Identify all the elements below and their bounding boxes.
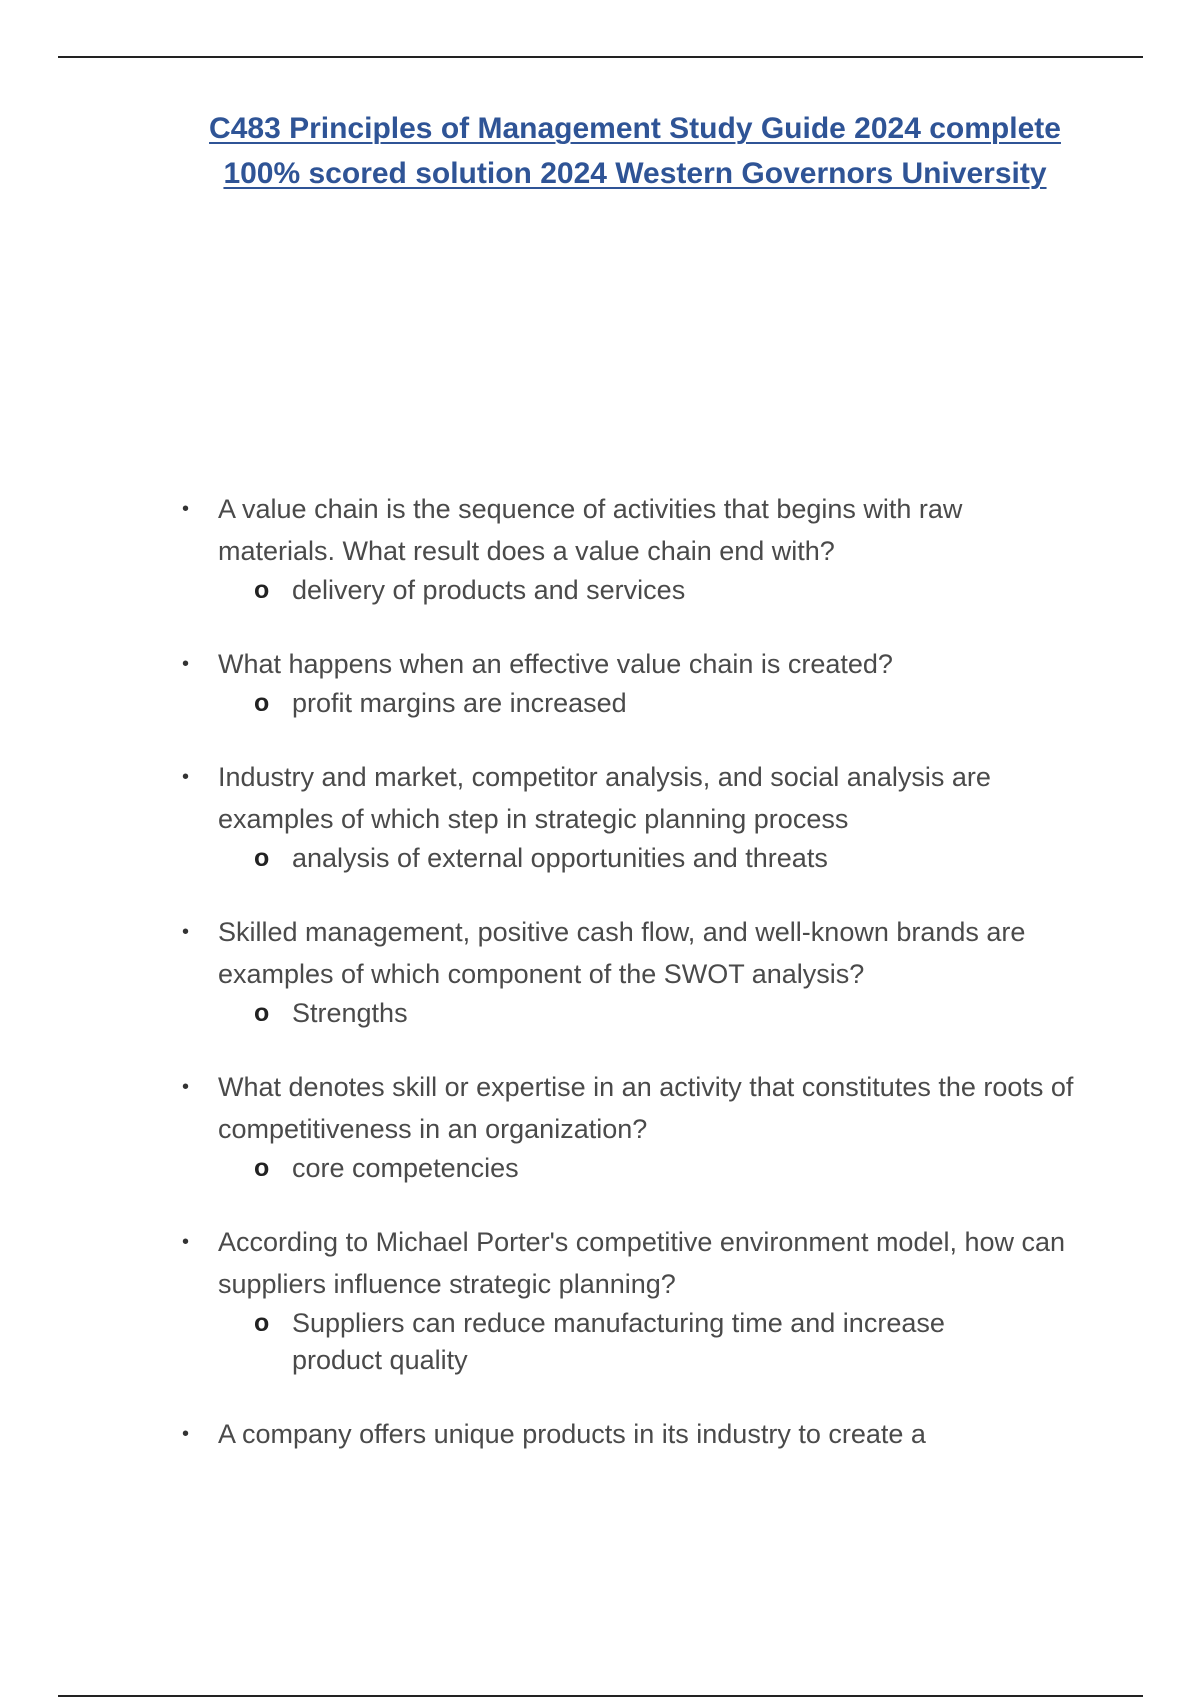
- sub-bullet-icon: o: [254, 1309, 270, 1337]
- answer-label: delivery of products and services: [292, 575, 686, 605]
- title-line-1: C483 Principles of Management Study Guide 2024 complete: [209, 112, 1061, 145]
- answer-label: Suppliers can reduce manufacturing time and increase product quality: [292, 1308, 945, 1375]
- question-list: [180, 488, 1080, 1489]
- list-item: [180, 643, 1080, 722]
- question-text: Industry and market, competitor analysis, and social analysis are examples of which step in strategic planning process: [218, 762, 991, 834]
- document-title: [150, 106, 1120, 196]
- sub-bullet-icon: o: [254, 844, 270, 872]
- answer-label: profit margins are increased: [292, 688, 627, 718]
- answer-text: [218, 995, 992, 1032]
- answer-text: [218, 840, 992, 877]
- answer-text: [218, 685, 992, 722]
- list-item: [180, 1066, 1080, 1187]
- list-item: [180, 1221, 1080, 1379]
- answer-label: Strengths: [292, 998, 408, 1028]
- answer-text: [218, 572, 992, 609]
- sub-bullet-icon: o: [254, 1154, 270, 1182]
- question-text: A company offers unique products in its industry to create a: [218, 1419, 926, 1449]
- title-line-2: 100% scored solution 2024 Western Governors University: [223, 157, 1047, 190]
- bullet-icon: •: [182, 498, 190, 520]
- answer-text: [218, 1150, 992, 1187]
- question-text: Skilled management, positive cash flow, and well-known brands are examples of which component of the SWOT analysis?: [218, 917, 1026, 989]
- question-text: What denotes skill or expertise in an activity that constitutes the roots of competitiveness in an organization?: [218, 1072, 1074, 1144]
- list-item: [180, 756, 1080, 877]
- list-item: [180, 911, 1080, 1032]
- bullet-icon: •: [182, 1231, 190, 1253]
- question-text: What happens when an effective value chain is created?: [218, 649, 893, 679]
- answer-text: [218, 1305, 992, 1379]
- answer-label: analysis of external opportunities and threats: [292, 843, 828, 873]
- list-item: [180, 488, 1080, 609]
- sub-bullet-icon: o: [254, 999, 270, 1027]
- question-text: A value chain is the sequence of activities that begins with raw materials. What result does a value chain end with?: [218, 494, 963, 566]
- top-rule: [58, 56, 1143, 58]
- sub-bullet-icon: o: [254, 576, 270, 604]
- bullet-icon: •: [182, 1076, 190, 1098]
- list-item: [180, 1413, 1080, 1455]
- question-text: According to Michael Porter's competitive environment model, how can suppliers influence strategic planning?: [218, 1227, 1066, 1299]
- answer-label: core competencies: [292, 1153, 519, 1183]
- bullet-icon: •: [182, 653, 190, 675]
- sub-bullet-icon: o: [254, 689, 270, 717]
- bullet-icon: •: [182, 921, 190, 943]
- bullet-icon: •: [182, 766, 190, 788]
- bullet-icon: •: [182, 1423, 190, 1445]
- bottom-rule: [58, 1695, 1143, 1697]
